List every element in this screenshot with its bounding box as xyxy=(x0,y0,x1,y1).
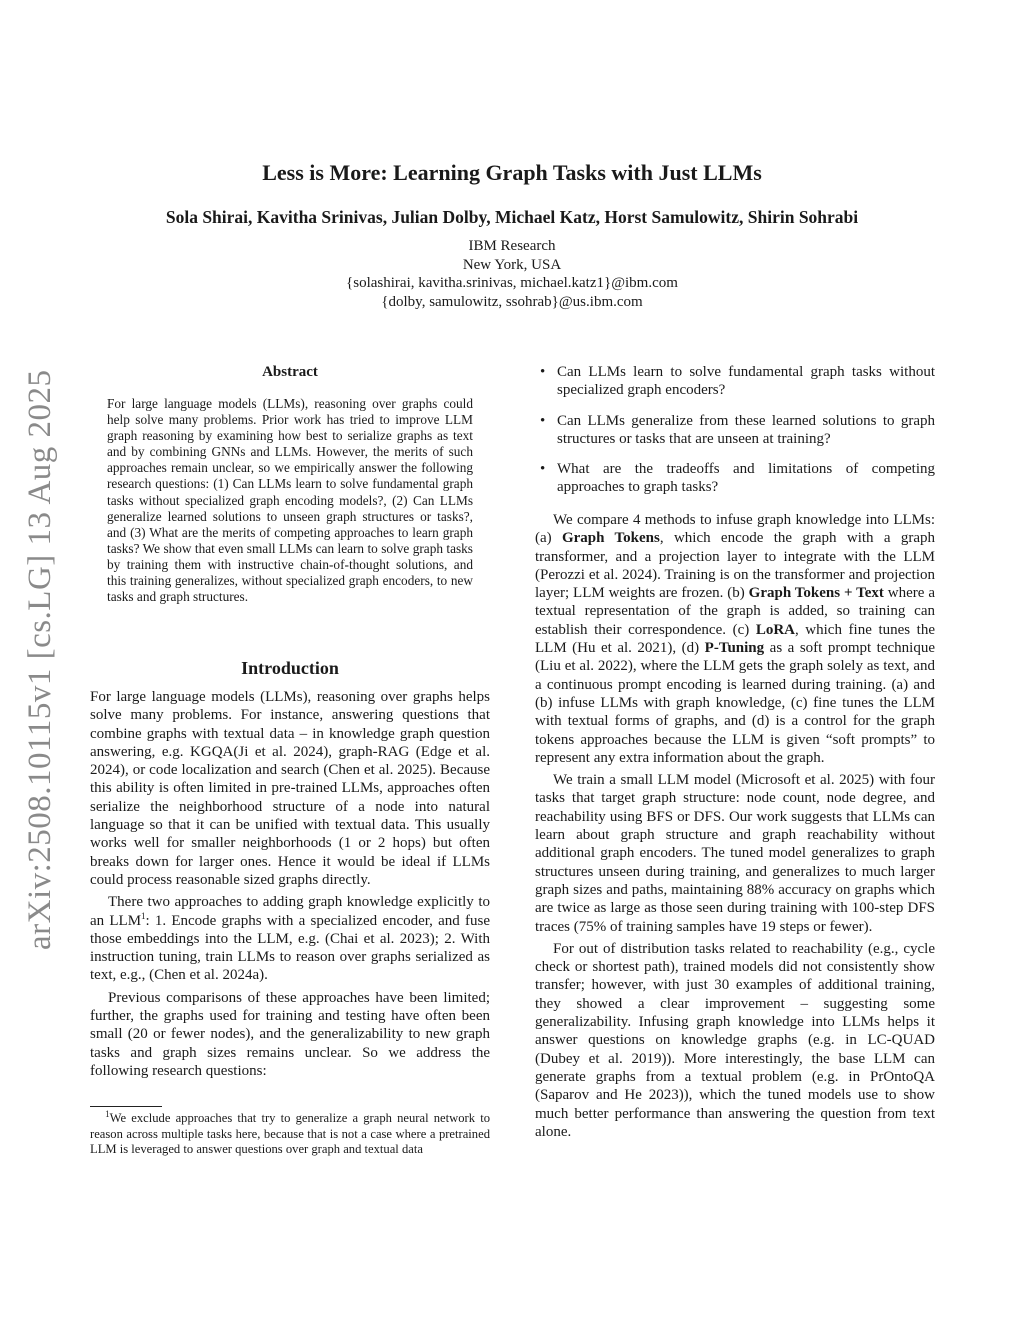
methods-text: where a textual representation of the graph is added, so training can establish their correspondence. (c) xyxy=(535,585,935,638)
affiliation-location: New York, USA xyxy=(462,256,562,273)
research-question-item xyxy=(535,460,935,497)
method-p-tuning: P-Tuning xyxy=(704,640,765,657)
intro-p2-text-a: There two approaches to adding graph knowledge explicitly to an LLM xyxy=(90,894,490,929)
training-paragraph: We train a small LLM model (Microsoft et al. 2025) with four tasks that target graph structure: node count, node degree, and reachability using BFS or DFS. Our work suggests that LLMs can learn about graph structure and graph reachability without additional graph encoders. The tuned model generalizes to graph structures unseen during training, and generalizes to much larger graph sizes and paths, maintaining 88% accuracy on graphs which are twice as large as those seen during training with 100-step DFS traces (75% of training samples have 19 steps or fewer). xyxy=(535,772,935,935)
research-question-text: Can LLMs learn to solve fundamental graph tasks without specialized graph encoders? xyxy=(557,364,935,399)
method-lora: LoRA xyxy=(755,621,795,638)
intro-p2-text-b: : 1. Encode graphs with a specialized encoder, and fuse those embeddings into the LLM, e.g. (Chai et al. 2023); 2. With instruction tuning, train LLMs to reason over graphs serialized as text, e.g., (Chen et al. 2024a). xyxy=(90,912,490,984)
methods-paragraph xyxy=(535,511,935,767)
footnote-reference[interactable]: 1 xyxy=(141,910,146,921)
footnote-text: We exclude approaches that try to generalize a graph neural network to reason across multiple tasks here, because that is not a case where a pretrained LLM is leveraged to answer questions over graph and textual data xyxy=(90,1111,490,1157)
footnote xyxy=(90,1108,490,1158)
methods-text: , which fine tunes the LLM (Hu et al. 2021), (d) xyxy=(535,621,936,657)
affiliation-email-1[interactable]: {solashirai, kavitha.srinivas, michael.katz1}@ibm.com xyxy=(346,275,678,291)
intro-paragraph-1: For large language models (LLMs), reasoning over graphs helps solve many problems. For instance, answering questions that combine graphs with textual data – in knowledge graph question answering, e.g. KGQA(Ji et al. 2024), graph-RAG (Edge et al. 2024), or code localization and search (Chen et al. 2025). Because this ability is often limited in pre-trained LLMs, approaches often serialize the neighborhood structure of a node into natural language so that it can be unified with textual data. This usually works well for smaller neighborhoods (1 or 2 hops) but often breaks down for larger ones. Hence it would be ideal if LLMs could process reasonable sized graphs directly. xyxy=(90,689,490,888)
paper-title: Less is More: Learning Graph Tasks with Just LLMs xyxy=(262,160,762,185)
introduction-body xyxy=(90,688,490,1084)
methods-text: We compare 4 methods to infuse graph knowledge into LLMs: (a) xyxy=(535,512,935,547)
methods-text: , which encode the graph with a graph transformer, and a projection layer to integrate with the LLM (Perozzi et al. 2024). Training is on the transformer and projection layer; LLM weights are frozen. (b) xyxy=(535,530,935,602)
intro-paragraph-2 xyxy=(90,893,490,984)
ood-paragraph: For out of distribution tasks related to reachability (e.g., cycle check or shortest path), trained models did not consistently show transfer; however, with just 30 examples of additional training, they showed a clear improvement – suggesting some generalizability. Infusing graph knowledge into LLMs helps it answer questions on knowledge graphs (e.g. in LC-QUAD (Dubey et al. 2019)). More interestingly, the base LLM can generate graphs from a textual problem (e.g. in PrOntoQA (Saparov and He 2023)), which the tuned models use to show much better performance than answering the question from text alone. xyxy=(535,940,935,1140)
methods-text: as a soft prompt technique (Liu et al. 2022), where the LLM gets the graph solely as text, and a continuous prompt encoding is learned during training. (a) and (b) infuse LLMs with graph knowledge, (c) fine tunes the LLM with textual forms of graphs, and (d) is a control for the graph tokens approaches because the LLM is given “soft prompts” to represent any extra information about the graph. xyxy=(535,640,935,766)
arxiv-identifier-stamp: arXiv:2508.10115v1 [cs.LG] 13 Aug 2025 xyxy=(22,369,58,950)
footnote-divider xyxy=(90,1106,162,1107)
abstract-heading: Abstract xyxy=(262,364,318,380)
affiliation-block xyxy=(0,237,1024,311)
research-questions-list xyxy=(535,363,935,509)
research-question-item xyxy=(535,363,935,400)
abstract-text: For large language models (LLMs), reasoning over graphs could help solve many problems. Prior work has tried to improve LLM graph reasoning by examining how best to serialize graphs as text and by combining GNNs and LLMs. However, the merits of such approaches remain unclear, so we empirically answer the following research questions: (1) Can LLMs learn to solve fundamental graph tasks without specialized graph encoding models?, (2) Can LLMs generalize learned solutions to unseen graph structures or tasks?, and (3) What are the merits of competing approaches to learn graph tasks? We show that even small LLMs can learn to solve graph tasks by training them with instructive chain-of-thought solutions, and this training generalizes, without specialized graph encoders, to new tasks and graph structures. xyxy=(107,396,473,605)
affiliation-email-2[interactable]: {dolby, samulowitz, ssohrab}@us.ibm.com xyxy=(381,293,643,310)
footnote-mark: 1 xyxy=(105,1108,110,1119)
research-question-text: Can LLMs generalize from these learned solutions to graph structures or tasks that are unseen at training? xyxy=(557,412,935,447)
research-question-text: What are the tradeoffs and limitations of competing approaches to graph tasks? xyxy=(557,461,935,496)
research-question-item xyxy=(535,412,935,449)
method-graph-tokens-text: Graph Tokens + Text xyxy=(748,585,884,602)
intro-paragraph-3: Previous comparisons of these approaches have been limited; further, the graphs used for training and testing have often been small (20 or fewer nodes), and the generalizability to new graph tasks and graph sizes remains unclear. So we address the following research questions: xyxy=(90,989,490,1079)
bullet-icon: • xyxy=(540,364,546,380)
affiliation-institution: IBM Research xyxy=(468,238,556,254)
introduction-heading: Introduction xyxy=(241,658,339,678)
right-column-body xyxy=(535,511,935,1145)
bullet-icon: • xyxy=(540,412,546,429)
bullet-icon: • xyxy=(540,461,546,478)
method-graph-tokens: Graph Tokens xyxy=(561,530,660,547)
author-list: Sola Shirai, Kavitha Srinivas, Julian Dolby, Michael Katz, Horst Samulowitz, Shirin Sohrabi xyxy=(165,207,859,227)
